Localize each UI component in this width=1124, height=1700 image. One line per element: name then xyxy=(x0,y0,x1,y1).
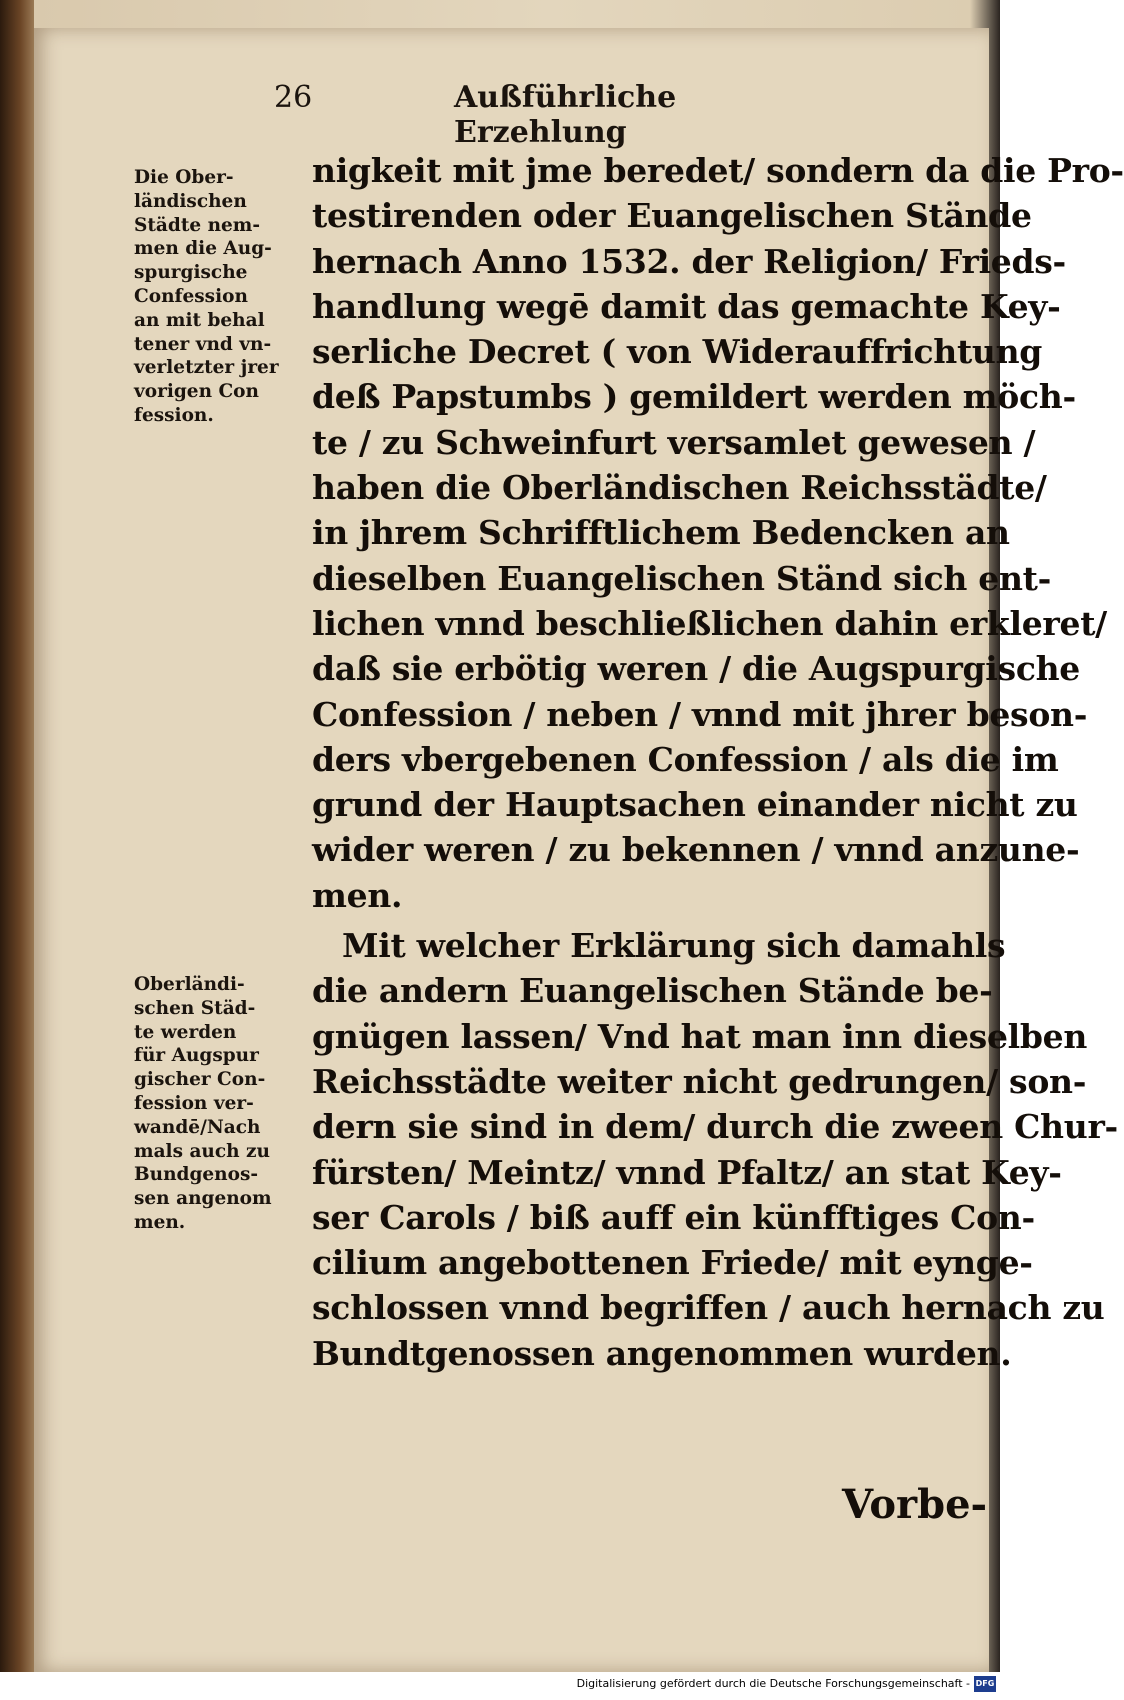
text-line: te / zu Schweinfurt versamlet gewesen / xyxy=(312,422,1036,462)
text-line: sen angenom xyxy=(134,1188,272,1210)
text-line: Die Ober- xyxy=(134,167,234,188)
text-line: Mit welcher Erklärung sich damahls xyxy=(342,926,1006,966)
text-line: ders vbergebenen Confession / als die im xyxy=(312,739,1059,779)
text-line: Oberländi- xyxy=(134,974,245,995)
text-line: ser Carols / biß auff ein künfftiges Con- xyxy=(312,1197,1035,1237)
text-line: te werden xyxy=(134,1021,237,1043)
footer-bar xyxy=(0,1672,1000,1700)
running-title: Außführliche Erzehlung xyxy=(454,80,677,150)
digitization-credit: Digitalisierung gefördert durch die Deutsche Forschungsgemeinschaft - xyxy=(576,1677,970,1690)
text-line: wider weren / zu bekennen / vnnd anzune- xyxy=(312,830,1080,870)
page-number: 26 xyxy=(274,80,313,115)
text-line: daß sie erbötig weren / die Augspurgische xyxy=(312,649,1081,689)
text-line: lichen vnnd beschließlichen dahin erkleret/ xyxy=(312,603,1107,643)
text-line: deß Papstumbs ) gemildert werden möch- xyxy=(312,377,1076,417)
text-line: Reichsstädte weiter nicht gedrungen/ son- xyxy=(312,1061,1087,1101)
catchword: Vorbe- xyxy=(842,1481,988,1528)
text-line: handlung wegē damit das gemachte Key- xyxy=(312,286,1061,326)
text-line: fürsten/ Meintz/ vnnd Pfaltz/ an stat Key- xyxy=(312,1152,1062,1192)
marginal-note-1 xyxy=(134,166,304,428)
text-line: men. xyxy=(312,875,403,915)
text-line: Städte nem- xyxy=(134,214,261,236)
book-spine xyxy=(0,0,34,1672)
text-line: tener vnd vn- xyxy=(134,333,272,355)
text-line: vorigen Con xyxy=(134,381,259,403)
text-line: nigkeit mit jme beredet/ sondern da die Pro- xyxy=(312,151,1124,190)
text-line: grund der Hauptsachen einander nicht zu xyxy=(312,785,1078,825)
text-line: dern sie sind in dem/ durch die zween Chur- xyxy=(312,1107,1118,1147)
text-line: gischer Con- xyxy=(134,1069,266,1091)
paragraph-1 xyxy=(312,148,1124,918)
text-line: Bundtgenossen angenommen wurden. xyxy=(312,1333,1012,1373)
text-line: haben die Oberländischen Reichsstädte/ xyxy=(312,468,1047,508)
text-line: serliche Decret ( von Widerauffrichtung xyxy=(312,332,1043,372)
dfg-logo: DFG xyxy=(974,1676,996,1692)
text-line: wandē/Nach xyxy=(134,1116,261,1138)
text-line: dieselben Euangelischen Ständ sich ent- xyxy=(312,558,1052,598)
text-line: schen Städ- xyxy=(134,997,256,1019)
text-line: testirenden oder Euangelischen Stände xyxy=(312,196,1032,236)
book-page xyxy=(34,28,1124,1672)
text-line: schlossen vnnd begriffen / auch hernach zu xyxy=(312,1288,1105,1328)
body-text xyxy=(312,148,1124,1376)
text-line: in jhrem Schrifftlichem Bedencken an xyxy=(312,513,1010,553)
text-line: men die Aug- xyxy=(134,238,272,260)
text-line: die andern Euangelischen Stände be- xyxy=(312,971,993,1011)
text-line: verletzter jrer xyxy=(134,357,279,379)
text-line: für Augspur xyxy=(134,1045,259,1067)
text-line: ländischen xyxy=(134,190,247,212)
text-line: men. xyxy=(134,1211,186,1233)
text-line: hernach Anno 1532. der Religion/ Frieds- xyxy=(312,241,1066,281)
paragraph-2 xyxy=(312,923,1118,1376)
marginal-note-2 xyxy=(134,973,304,1235)
text-line: cilium angebottenen Friede/ mit eynge- xyxy=(312,1243,1033,1283)
text-line: an mit behal xyxy=(134,309,265,331)
text-line: fession. xyxy=(134,404,214,426)
text-line: Bundgenos- xyxy=(134,1164,259,1186)
text-line: spurgische xyxy=(134,262,248,284)
text-line: Confession / neben / vnnd mit jhrer beson- xyxy=(312,694,1088,734)
text-line: fession ver- xyxy=(134,1092,254,1114)
text-line: mals auch zu xyxy=(134,1140,270,1162)
text-line: gnügen lassen/ Vnd hat man inn dieselben xyxy=(312,1016,1088,1056)
text-line: Confession xyxy=(134,285,248,307)
